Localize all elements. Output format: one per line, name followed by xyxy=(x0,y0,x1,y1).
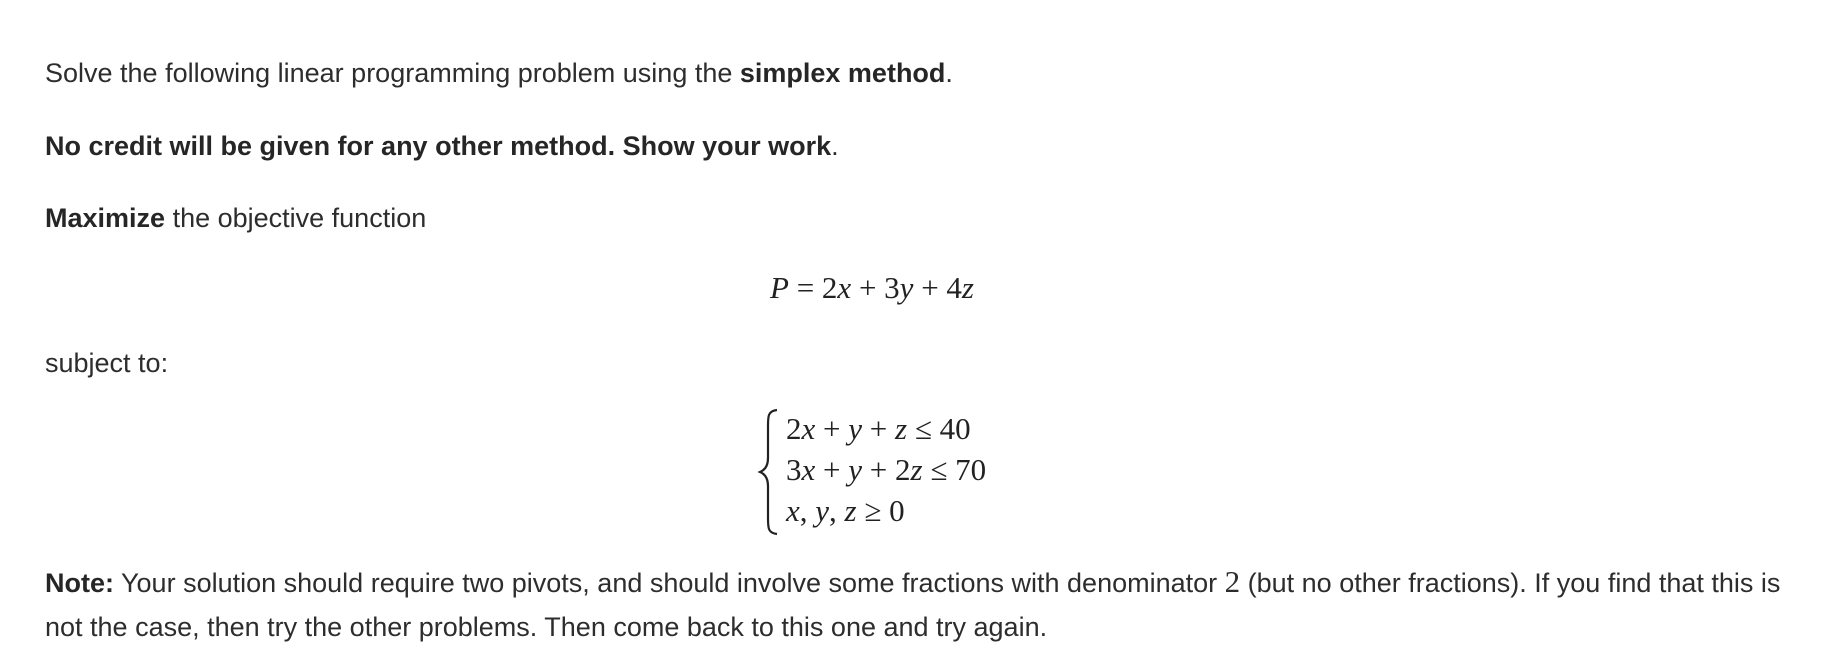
objective-var-z: z xyxy=(961,270,974,305)
intro-text: Solve the following linear programming problem using the xyxy=(45,58,740,88)
maximize-emphasis: Maximize xyxy=(45,203,166,233)
constraint-term: + xyxy=(862,411,895,446)
constraint-var-z: z xyxy=(844,493,857,528)
constraint-row xyxy=(786,408,971,450)
credit-period: . xyxy=(831,131,839,161)
maximize-paragraph xyxy=(45,196,426,240)
constraint-term: + xyxy=(815,411,849,446)
constraint-row xyxy=(786,449,986,491)
constraint-term: 3 xyxy=(786,452,802,487)
constraint-var-x: x xyxy=(786,493,800,528)
objective-rhs xyxy=(797,270,974,305)
left-brace-icon xyxy=(758,408,780,536)
constraint-bound: ≤ 40 xyxy=(907,411,971,446)
constraint-var-x: x xyxy=(801,411,816,446)
constraint-system xyxy=(758,408,1078,536)
objective-variable: P xyxy=(770,270,789,305)
constraint-term: , xyxy=(829,493,845,528)
constraint-term: + 2 xyxy=(862,452,911,487)
objective-term: = 2 xyxy=(796,270,838,305)
denominator-value: 2 xyxy=(1224,564,1241,599)
objective-equation xyxy=(770,266,974,310)
constraint-bound: ≥ 0 xyxy=(856,493,905,528)
constraint-var-x: x xyxy=(801,452,816,487)
constraint-row xyxy=(786,490,905,532)
objective-term: + 3 xyxy=(851,270,900,305)
constraint-bound: ≤ 70 xyxy=(922,452,987,487)
constraint-var-y: y xyxy=(848,452,863,487)
intro-period: . xyxy=(945,58,953,88)
constraint-term: + xyxy=(815,452,849,487)
objective-term: + 4 xyxy=(913,270,962,305)
credit-warning-emphasis: No credit will be given for any other method. Show your work xyxy=(45,131,832,161)
objective-var-y: y xyxy=(899,270,914,305)
constraint-term: , xyxy=(799,493,816,528)
constraint-var-y: y xyxy=(815,493,830,528)
constraint-term: 2 xyxy=(786,411,802,446)
note-paragraph xyxy=(45,560,1805,649)
objective-function-text: the objective function xyxy=(165,203,427,233)
constraint-var-z: z xyxy=(895,411,908,446)
intro-paragraph xyxy=(45,51,953,95)
constraint-var-y: y xyxy=(848,411,863,446)
subject-to-label: subject to: xyxy=(45,348,169,378)
credit-paragraph xyxy=(45,124,839,168)
note-label: Note: xyxy=(45,568,114,598)
note-text: Your solution should require two pivots, and should involve some fractions with denominator xyxy=(114,568,1225,598)
note-text-continued: (but no other fractions). If you find that this is not the case, then try the other problems. Then come back to this one and try again. xyxy=(45,568,1781,642)
constraint-var-z: z xyxy=(910,452,923,487)
objective-var-x: x xyxy=(837,270,852,305)
simplex-method-emphasis: simplex method xyxy=(739,58,946,88)
